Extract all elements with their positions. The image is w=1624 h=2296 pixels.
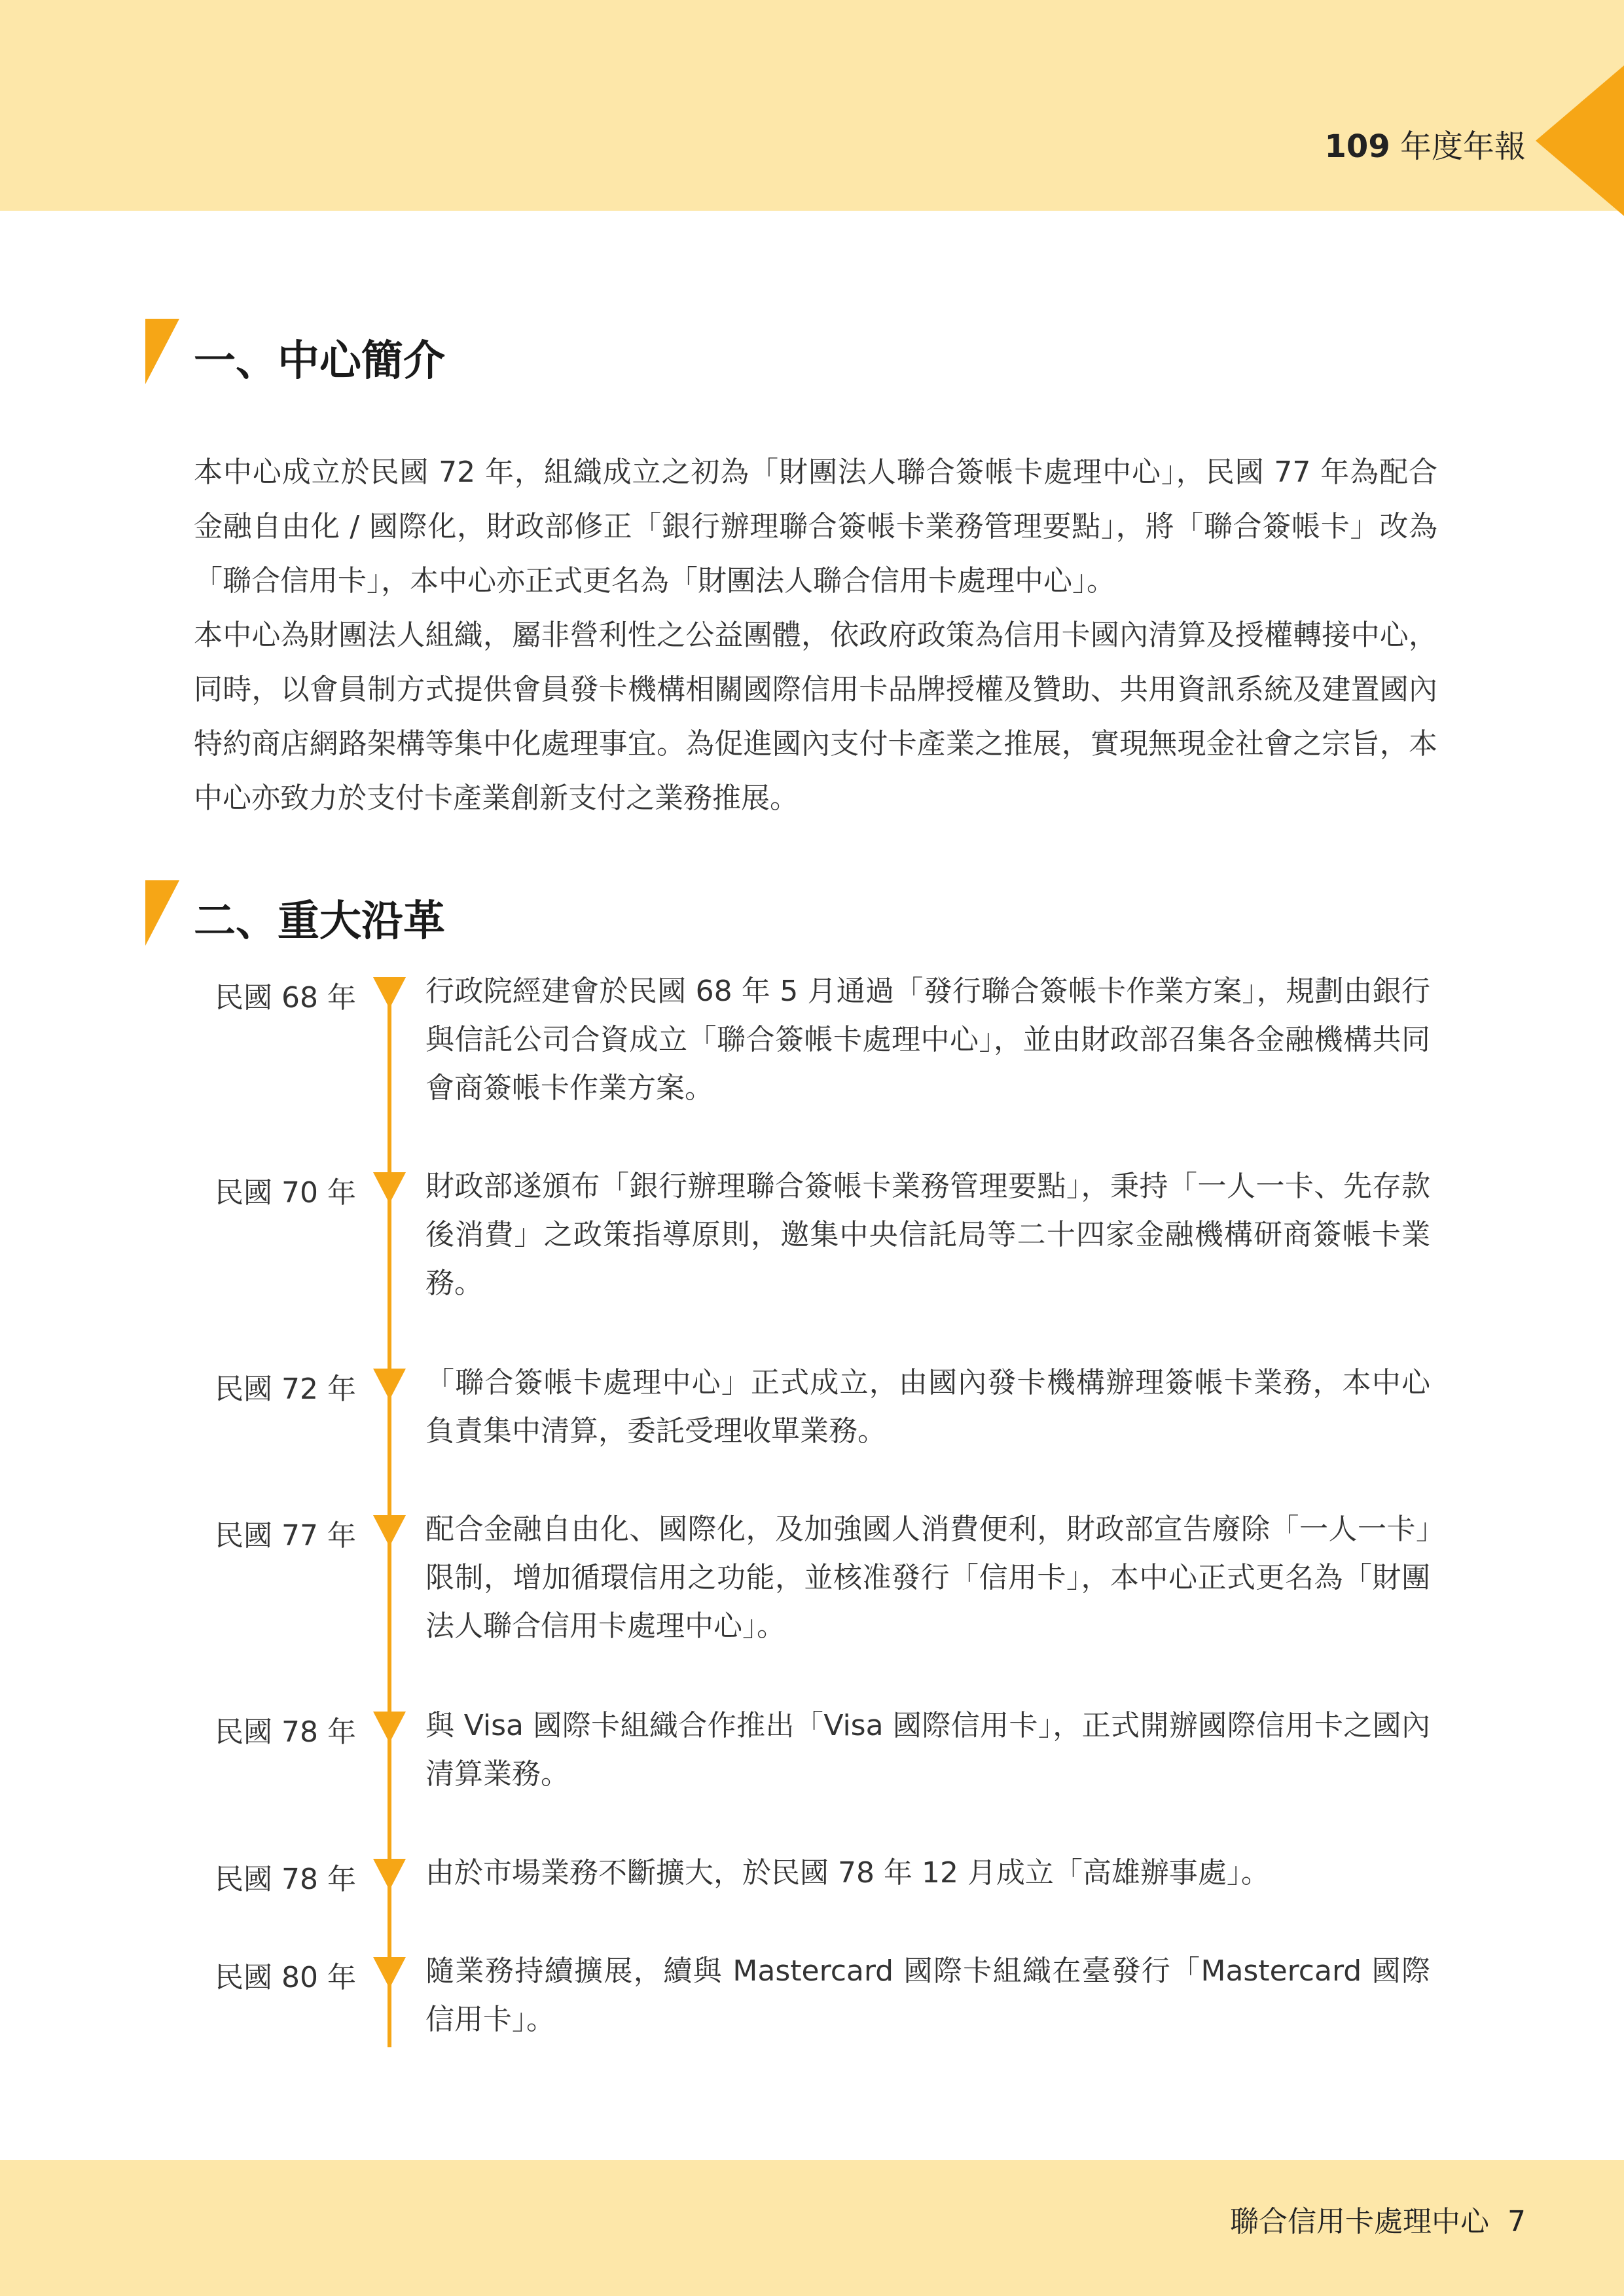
timeline-marker bbox=[373, 1712, 406, 1743]
intro-paragraph-1: 本中心成立於民國 72 年，組織成立之初為「財團法人聯合簽帳卡處理中心」，民國 77 年為配合金融自由化 / 國際化，財政部修正「銀行辦理聯合簽帳卡業務管理要點」，將「聯合簽帳卡」改為「聯合信用卡」，本中心亦正式更名為「財團法人聯合信用卡處理中心」。 bbox=[194, 456, 1437, 598]
header-arrow-decoration bbox=[1536, 65, 1624, 216]
timeline-year: 民國 80 年 bbox=[215, 1961, 356, 1994]
timeline-year: 民國 77 年 bbox=[215, 1519, 356, 1552]
timeline-marker bbox=[373, 1859, 406, 1890]
timeline-year: 民國 70 年 bbox=[215, 1176, 356, 1210]
intro-paragraph-2: 本中心為財團法人組織，屬非營利性之公益團體，依政府政策為信用卡國內清算及授權轉接中心，同時，以會員制方式提供會員發卡機構相關國際信用卡品牌授權及贊助、共用資訊系統及建置國內特約商店網路架構等集中化處理事宜。為促進國內支付卡產業之推展，實現無現金社會之宗旨，本中心亦致力於支付卡產業創新支付之業務推展。 bbox=[194, 619, 1437, 815]
report-year: 109 bbox=[1324, 128, 1390, 165]
timeline-year: 民國 72 年 bbox=[215, 1372, 356, 1406]
timeline-marker bbox=[373, 977, 406, 1009]
timeline-text: 隨業務持續擴展，續與 Mastercard 國際卡組織在臺發行「Mastercard 國際信用卡」。 bbox=[425, 1954, 1430, 2036]
timeline-text: 與 Visa 國際卡組織合作推出「Visa 國際信用卡」，正式開辦國際信用卡之國內清算業務。 bbox=[425, 1709, 1430, 1791]
timeline-marker bbox=[373, 1957, 406, 1988]
timeline-year: 民國 78 年 bbox=[215, 1863, 356, 1896]
timeline-text: 行政院經建會於民國 68 年 5 月通過「發行聯合簽帳卡作業方案」，規劃由銀行與信託公司合資成立「聯合簽帳卡處理中心」，並由財政部召集各金融機構共同會商簽帳卡作業方案。 bbox=[425, 975, 1430, 1105]
timeline-text: 配合金融自由化、國際化，及加強國人消費便利，財政部宣告廢除「一人一卡」限制，增加循環信用之功能，並核准發行「信用卡」，本中心正式更名為「財團法人聯合信用卡處理中心」。 bbox=[425, 1513, 1430, 1643]
page-number: 7 bbox=[1507, 2205, 1526, 2238]
footer-org-name: 聯合信用卡處理中心 bbox=[1230, 2205, 1489, 2238]
timeline-text: 由於市場業務不斷擴大，於民國 78 年 12 月成立「高雄辦事處」。 bbox=[425, 1856, 1270, 1890]
timeline-marker bbox=[373, 1172, 406, 1204]
section-1-marker bbox=[145, 319, 179, 384]
report-label: 年度年報 bbox=[1390, 128, 1526, 165]
footer bbox=[1230, 2198, 1526, 2240]
section-2-marker bbox=[145, 880, 179, 946]
timeline-year: 民國 78 年 bbox=[215, 1715, 356, 1749]
section-1-title: 一、中心簡介 bbox=[194, 337, 445, 386]
timeline-text: 財政部遂頒布「銀行辦理聯合簽帳卡業務管理要點」，秉持「一人一卡、先存款後消費」之政策指導原則，邀集中央信託局等二十四家金融機構研商簽帳卡業務。 bbox=[425, 1170, 1430, 1300]
header-band bbox=[0, 0, 1624, 211]
timeline-marker bbox=[373, 1515, 406, 1547]
timeline-text: 「聯合簽帳卡處理中心」正式成立，由國內發卡機構辦理簽帳卡業務，本中心負責集中清算，委託受理收單業務。 bbox=[425, 1366, 1430, 1448]
timeline-marker bbox=[373, 1369, 406, 1400]
report-title bbox=[1325, 121, 1526, 166]
timeline-year: 民國 68 年 bbox=[215, 981, 356, 1014]
section-2-title: 二、重大沿革 bbox=[194, 897, 445, 946]
